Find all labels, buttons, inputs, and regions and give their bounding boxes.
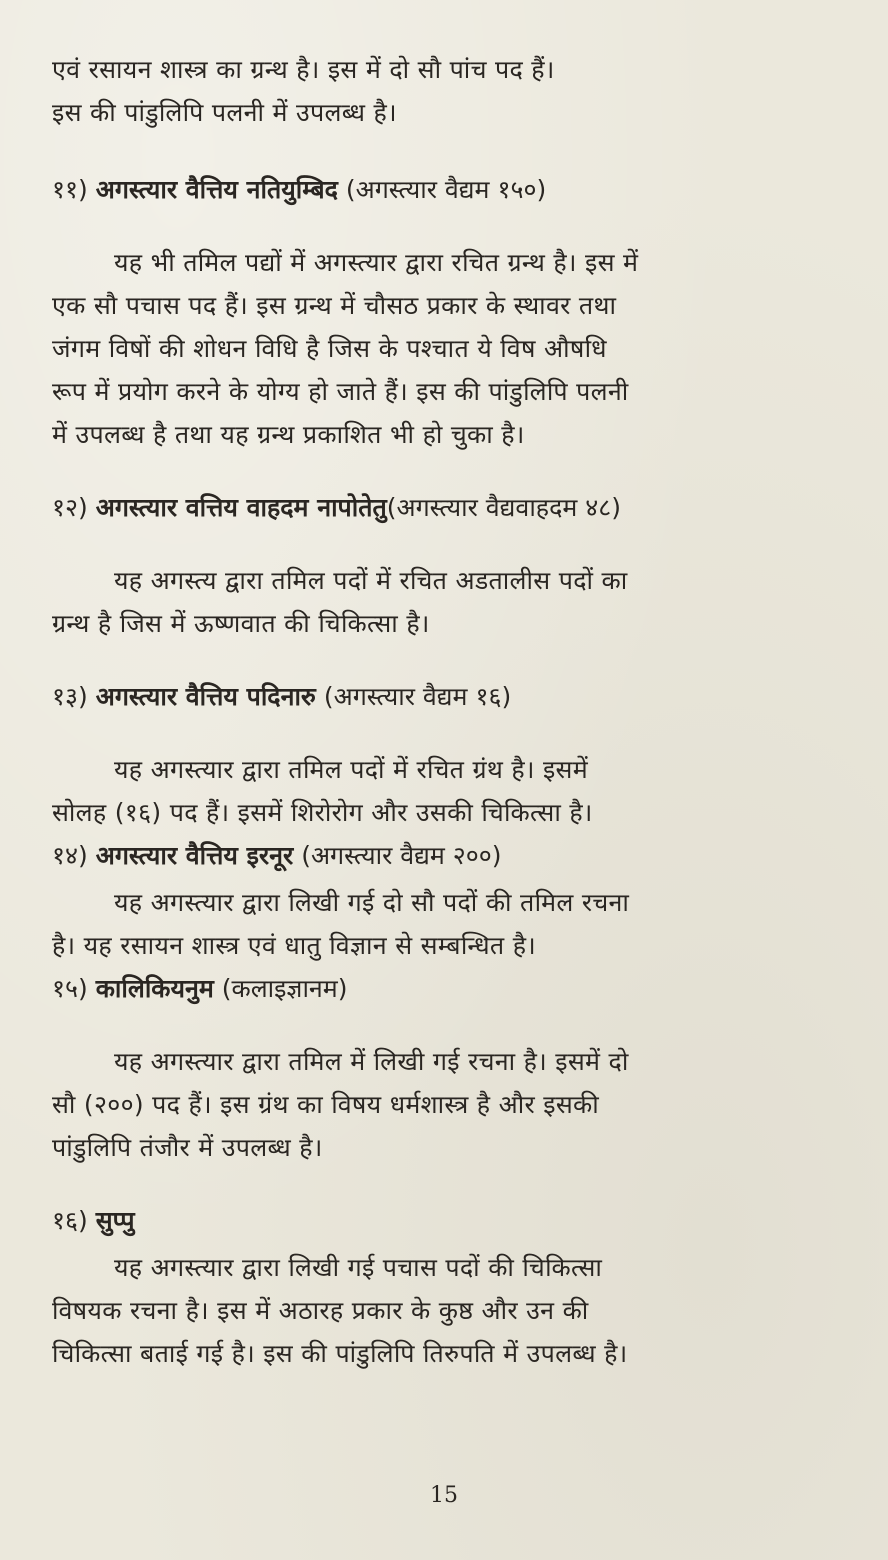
text-line: ग्रन्थ है जिस में ऊष्णवात की चिकित्सा है। bbox=[52, 609, 430, 638]
section-paragraph-13 bbox=[52, 748, 830, 834]
section-title: अगस्त्यार वैत्तिय इरनूर bbox=[95, 841, 294, 870]
text-line: यह अगस्त्य द्वारा तमिल पदों में रचित अडतालीस पदों का bbox=[114, 566, 628, 595]
section-number: १३) bbox=[52, 682, 88, 711]
section-number: १६) bbox=[52, 1206, 88, 1235]
text-line: एक सौ पचास पद हैं। इस ग्रन्थ में चौसठ प्रकार के स्थावर तथा bbox=[52, 291, 617, 320]
section-title: कालिकियनुम bbox=[95, 974, 214, 1003]
text-line: पांडुलिपि तंजौर में उपलब्ध है। bbox=[52, 1133, 323, 1162]
text-line: चिकित्सा बताई गई है। इस की पांडुलिपि तिरुपति में उपलब्ध है। bbox=[52, 1339, 628, 1368]
section-paragraph-15 bbox=[52, 1040, 830, 1169]
section-title: सुप्पु bbox=[95, 1206, 135, 1235]
section-subtitle: (कलाइज्ञानम) bbox=[221, 974, 348, 1003]
section-number: १५) bbox=[52, 974, 88, 1003]
section-number: १४) bbox=[52, 841, 88, 870]
section-paragraph-14 bbox=[52, 881, 830, 967]
section-paragraph-12 bbox=[52, 559, 830, 645]
section-number: १२) bbox=[52, 493, 88, 522]
text-line: यह अगस्त्यार द्वारा तमिल पदों में रचित ग्रंथ है। इसमें bbox=[114, 755, 588, 784]
text-line: एवं रसायन शास्त्र का ग्रन्थ है। इस में दो सौ पांच पद हैं। bbox=[52, 55, 555, 84]
section-title: अगस्त्यार वैत्तिय नतियुम्बिद bbox=[95, 175, 338, 204]
page-number: 15 bbox=[430, 1483, 458, 1508]
text-line: में उपलब्ध है तथा यह ग्रन्थ प्रकाशित भी हो चुका है। bbox=[52, 420, 525, 449]
text-line: रूप में प्रयोग करने के योग्य हो जाते हैं। इस की पांडुलिपि पलनी bbox=[52, 377, 629, 406]
text-line: सोलह (१६) पद हैं। इसमें शिरोरोग और उसकी चिकित्सा है। bbox=[52, 798, 593, 827]
section-paragraph-11 bbox=[52, 241, 830, 456]
section-subtitle: (अगस्त्यार वैद्यम २००) bbox=[301, 841, 502, 870]
section-subtitle: (अगस्त्यार वैद्यवाहदम ४८) bbox=[386, 493, 622, 522]
text-line: सौ (२००) पद हैं। इस ग्रंथ का विषय धर्मशास्त्र है और इसकी bbox=[52, 1090, 600, 1119]
intro-paragraph bbox=[52, 48, 830, 134]
text-line: यह अगस्त्यार द्वारा लिखी गई दो सौ पदों की तमिल रचना bbox=[114, 888, 630, 917]
section-heading-11 bbox=[52, 168, 830, 211]
section-heading-13 bbox=[52, 675, 830, 718]
text-line: यह अगस्त्यार द्वारा लिखी गई पचास पदों की चिकित्सा bbox=[114, 1253, 603, 1282]
section-subtitle: (अगस्त्यार वैद्यम १५०) bbox=[345, 175, 547, 204]
section-heading-12 bbox=[52, 486, 830, 529]
section-subtitle: (अगस्त्यार वैद्यम १६) bbox=[323, 682, 512, 711]
section-heading-16 bbox=[52, 1199, 830, 1242]
section-heading-14 bbox=[52, 834, 830, 877]
text-line: इस की पांडुलिपि पलनी में उपलब्ध है। bbox=[52, 98, 397, 127]
section-paragraph-16 bbox=[52, 1246, 830, 1375]
text-line: यह भी तमिल पद्यों में अगस्त्यार द्वारा रचित ग्रन्थ है। इस में bbox=[114, 248, 639, 277]
section-number: ११) bbox=[52, 175, 88, 204]
text-line: जंगम विषों की शोधन विधि है जिस के पश्चात ये विष औषधि bbox=[52, 334, 607, 363]
section-title: अगस्त्यार वत्तिय वाहदम नापोतेतु bbox=[95, 493, 387, 522]
text-line: विषयक रचना है। इस में अठारह प्रकार के कुष्ठ और उन की bbox=[52, 1296, 589, 1325]
text-line: यह अगस्त्यार द्वारा तमिल में लिखी गई रचना है। इसमें दो bbox=[114, 1047, 629, 1076]
section-heading-15 bbox=[52, 967, 830, 1010]
section-title: अगस्त्यार वैत्तिय पदिनारु bbox=[95, 682, 316, 711]
text-line: है। यह रसायन शास्त्र एवं धातु विज्ञान से सम्बन्धित है। bbox=[52, 931, 537, 960]
